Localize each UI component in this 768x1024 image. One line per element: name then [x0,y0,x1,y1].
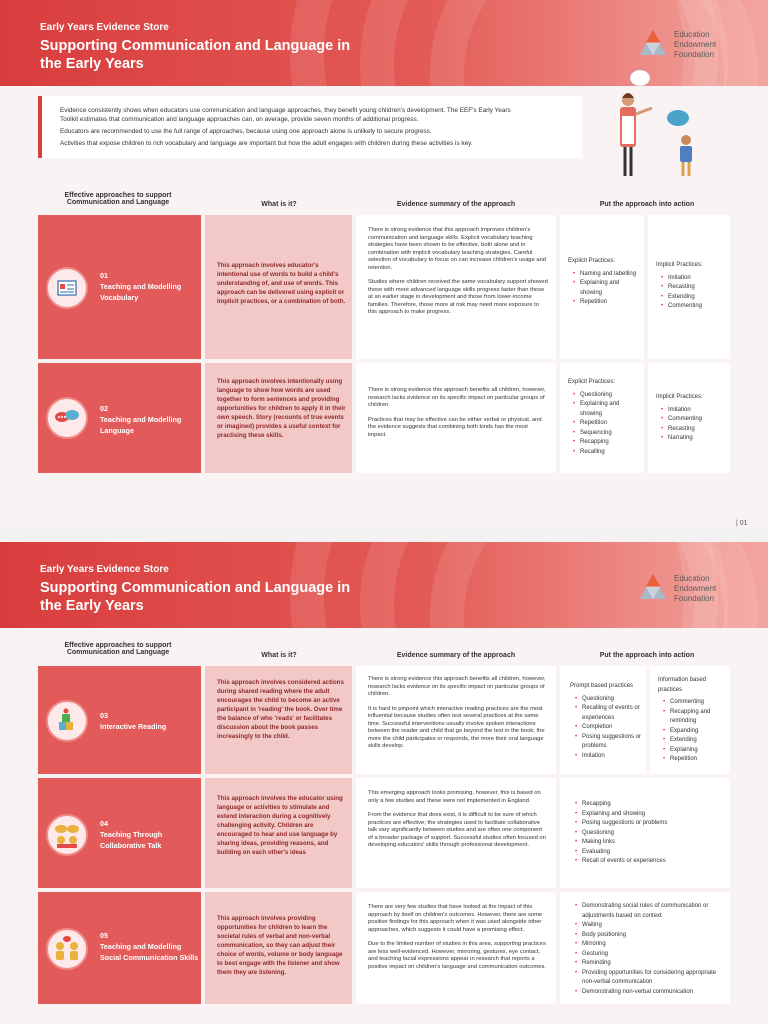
list-item: • Repetition [576,419,642,429]
kicker: Early Years Evidence Store [40,22,169,33]
list-item: • Waiting [578,921,726,931]
list-item: • Questioning [578,695,644,705]
col-action: Put the approach into action [599,201,695,208]
implicit-title: Implicit Practices: [656,394,703,400]
list-item: • Recasting [664,425,728,435]
approach-number: 02 [100,404,108,413]
list-item: • Commenting [664,302,728,312]
list-item: • Sequencing [576,429,642,439]
approach-name: Teaching and Modelling Social Communication Skills [100,942,199,962]
list-item: • Imitation [664,406,728,416]
what-text: This approach involves providing opportunities for children to learn the societal rules of verbal and non-verbal communication, so they can adjust their choice of words, volume or body language to best engage with the listener and show them they are listening. [217,915,343,976]
approach-name: Interactive Reading [100,722,167,731]
approach-cell-02 [38,363,201,473]
what-cell-05 [205,892,352,1004]
approach-name: Teaching Through Collaborative Talk [100,830,163,850]
educator-child-illustration [600,64,710,182]
what-cell-01 [205,215,352,359]
list-item: • Imitation [664,274,728,284]
evidence-para-1: There is strong evidence this approach benefits all children, however, research lacks evidence on its specific impact on particular groups of children. [368,676,546,697]
list-item: • Providing opportunities for considering appropriate non-verbal communication [578,969,726,988]
explicit-title: Explicit Practices: [568,258,616,264]
kicker: Early Years Evidence Store [40,564,169,575]
evidence-para-2: It is hard to pinpoint which interactive reading practices are the most influential because studies often test several practices at the same time. Successful interventions usually involve spoken interactions between the reader and child that go beyond the text in the book; the more the child participates or responds, the more their oral language skills develop. [368,705,545,749]
list-item: • Repetition [576,298,642,308]
approach-name: Teaching and Modelling Language [100,415,182,435]
approach-cell-03 [38,666,201,774]
list-item: • Completion [578,723,644,733]
col-action: Put the approach into action [599,652,695,659]
approach-number: 03 [100,711,108,720]
logo-triangles-icon [640,30,666,62]
action-cell-04 [560,778,730,888]
explicit-cell-01 [560,215,644,359]
intro-line-3: Educators are recommended to use the full range of approaches, because using one approach alone is unlikely to secure progress. [60,128,432,135]
evidence-cell-03 [356,666,556,774]
list-item: • Posing suggestions or problems [578,819,726,829]
logo-line-1: Education [674,574,710,583]
speech-bubbles-icon [46,397,88,439]
eef-logo [640,574,750,614]
list-item: • Mirroring [578,940,726,950]
logo-triangles-icon [640,574,666,606]
evidence-para-2: Due to the limited number of studies in this area, supporting practices are less well-evidenced. However, mirroring, gestures, eye contact, and teaching facial expressions appear in research that reports a positive impact on children's language and communication outcomes. [368,941,547,970]
implicit-list [656,406,728,444]
list-item: • Commenting [664,415,728,425]
logo-line-2: Endowment [674,40,717,49]
social-communication-icon [46,928,88,970]
page-title: Supporting Communication and Language in the Early Years [40,38,351,72]
col-what: What is it? [261,652,297,659]
list-item: • Imitation [578,752,644,762]
approach-cell-05 [38,892,201,1004]
list-item: • Expanding [666,727,728,737]
logo-line-3: Foundation [674,50,715,59]
explicit-list [568,391,642,458]
list-item: • Questioning [576,391,642,401]
list-item: • Demonstrating non-verbal communication [578,988,726,998]
intro-line-1: Evidence consistently shows when educators use communication and language approaches, they benefit young children's development. The EEF's Early Years [60,107,511,114]
what-text: This approach involves educator's intentional use of words to build a child's understanding of, and use of words. This approach can be delivered using explicit or implicit practices, or a combination of both. [217,262,346,305]
evidence-para-1: There is strong evidence this approach benefits all children, however, research lacks evidence on its specific impact on particular groups of children. [368,387,546,408]
explicit-cell-02 [560,363,644,473]
explicit-title: Explicit Practices: [568,379,616,385]
information-practices-list [658,698,728,765]
list-item: • Narrating [664,434,728,444]
list-item: • Explaining and showing [576,279,642,298]
what-cell-03 [205,666,352,774]
vocabulary-card-icon [46,267,88,309]
logo-line-2: Endowment [674,584,717,593]
book-blocks-icon [46,700,88,742]
intro-line-4: Activities that expose children to rich vocabulary and language are important but how the adult engages with children during these activities is key. [60,140,473,147]
list-item: • Naming and labelling [576,270,642,280]
action-list [570,902,726,997]
intro-box [38,96,582,158]
page-title: Supporting Communication and Language in the Early Years [40,580,351,614]
list-item: • Making links [578,838,726,848]
explicit-list [568,270,642,308]
evidence-para-1: This emerging approach looks promising, however, this is based on only a few studies and these were not implemented in England. [368,790,541,804]
list-item: • Evaluating [578,848,726,858]
approach-number: 01 [100,271,108,280]
list-item: • Explaining and showing [578,810,726,820]
information-practices-cell [650,666,730,774]
evidence-cell-05 [356,892,556,1004]
implicit-title: Implicit Practices: [656,262,703,268]
logo-line-1: Education [674,30,710,39]
evidence-para-1: There is strong evidence that this approach improves children's communication and language skills. Explicit vocabulary teaching strategies have been shown to be effective, both alone and in combination with implicit vocabulary teaching strategies. Careful selection of vocabulary to focus on can increase children's usage and retention. [368,227,547,271]
col-evidence: Evidence summary of the approach [396,201,516,208]
information-practices-title: Information based practices [658,677,707,693]
action-list [570,800,726,867]
page-2 [0,542,768,1024]
page-number-value: 01 [739,520,748,527]
approach-name: Teaching and Modelling Vocabulary [100,282,182,302]
prompt-practices-title: Prompt based practices [570,683,634,689]
list-item: • Posing suggestions or problems [578,733,644,752]
evidence-para-1: There are very few studies that have looked at the impact of this approach by itself on children's outcomes. However, there are some positive findings for this approach when it was used alongside other approaches, which suggests it could have a promising effect. [368,904,543,933]
what-cell-04 [205,778,352,888]
what-text: This approach involves considered actions during shared reading where the adult encourages the child to become an active participant in 'reading' the book. Over time the balance of who 'reads' or facilitates discussion about the book passes increasingly to the child. [217,679,344,740]
evidence-para-2: Practices that may be effective can be either verbal or physical, and the evidence suggests that combining both kinds has the most impact. [368,416,542,438]
implicit-cell-02 [648,363,730,473]
list-item: • Explaining [666,746,728,756]
list-item: • Questioning [578,829,726,839]
collaborative-talk-icon [46,814,88,856]
evidence-cell-04 [356,778,556,888]
approach-cell-01 [38,215,201,359]
list-item: • Recapping [576,438,642,448]
col-what: What is it? [261,201,297,208]
list-item: • Recall of events or experiences [578,857,726,867]
list-item: • Extending [666,736,728,746]
intro-line-2: Toolkit estimates that communication and language approaches can, on average, provide seven months of additional progress. [60,116,419,123]
evidence-para-2: Studies where children received the same vocabulary support showed those with more advanced language skills progress faster than those at an earlier stage in development and those from lower-income families. Therefore, those more at risk may need more exposure to this approach to make progress. [368,279,548,315]
what-text: This approach involves the educator using language or activities to stimulate and extend interaction during a cognitively challenging activity. Children are encouraged to hear and use language by sharing ideas, providing reasons, and building on each other's ideas [217,795,343,856]
what-text: This approach involves intentionally using language to show how words are used together to form sentences and providing opportunities for children to apply it in their own speech. Story (recounts of true events or imagined) provides a useful context for practising these skills. [217,378,346,439]
list-item: • Extending [664,293,728,303]
prompt-practices-cell [560,666,646,774]
col-approach: Effective approaches to support Communication and Language [64,642,172,656]
col-approach: Effective approaches to support Communication and Language [64,192,172,206]
list-item: • Reminding [578,959,726,969]
evidence-para-2: From the evidence that does exist, it is difficult to be sure of which practices are effective; the strategies used to facilitate collaborative talk vary significantly between studies and are often one component of a broader package of support. Successful studies often focused on developing educators' skills through professional development. [368,812,546,848]
implicit-cell-01 [648,215,730,359]
prompt-practices-list [570,695,644,762]
approach-cell-04 [38,778,201,888]
approach-number: 05 [100,931,108,940]
list-item: • Commenting [666,698,728,708]
list-item: • Repetition [666,755,728,765]
list-item: • Recapping [578,800,726,810]
implicit-list [656,274,728,312]
list-item: • Explaining and showing [576,400,642,419]
evidence-cell-01 [356,215,556,359]
col-evidence: Evidence summary of the approach [396,652,516,659]
list-item: • Recasting [664,283,728,293]
list-item: • Body positioning [578,931,726,941]
list-item: • Recapping and reminding [666,708,728,727]
list-item: • Demonstrating social rules of communication or adjustments based on context [578,902,726,921]
approach-number: 04 [100,819,108,828]
evidence-cell-02 [356,363,556,473]
action-cell-05 [560,892,730,1004]
what-cell-02 [205,363,352,473]
page-number: | 01 [736,520,748,527]
list-item: • Recalling [576,448,642,458]
logo-line-3: Foundation [674,594,715,603]
list-item: • Recalling of events or experiences [578,704,644,723]
list-item: • Gesturing [578,950,726,960]
